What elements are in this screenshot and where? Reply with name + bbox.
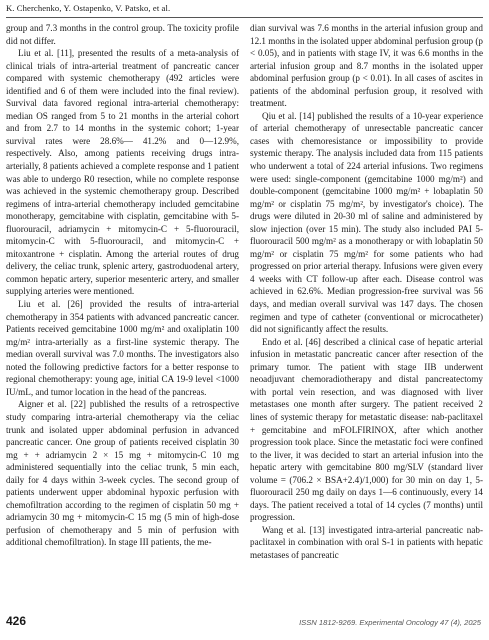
paragraph: Liu et al. [26] provided the results of intra-arterial chemotherapy in 354 patients with advanced pancreatic cancer. Patients received gemcitabine 1000 mg/m² and oxaliplatin 100 mg/m² intra-arterially as a first-line systemic therapy. The median overall survival was 7.0 months. The investigators also noted the following predictive factors for a better response to regional chemotherapy: young age, initial CA 19-9 level <1000 IU/mL, and tumor location in the head of the pancreas. xyxy=(6,299,239,397)
paragraph: Qiu et al. [14] published the results of a 10-year experience of arterial chemotherapy of unresectable pancreatic cancer cases with chemoresistance or impossibility to provide systemic therapy. The analysis included data from 115 patients who underwent a total of 224 arterial infusions. Two regimens were used: single-component (gemcitabine 1000 mg/m²) and double-component (gemcitabine 1000 mg/m² + lobaplatin 50 mg/m² or cisplatin 75 mg/m², by investigator's choice). The drugs were diluted in 20-30 ml of saline and administered by slow injection (over 15 min). The study also included PAI 5-fluorouracil 500 mg/m² as a monotherapy or with lobaplatin 50 mg/m² or cisplatin 75 mg/m² for some patients who had progressed on prior arterial therapy. Infusions were given every 4 weeks with CT follow-up after each. Disease control was achieved in 62.6%. Median progression-free survival was 56 days, and median overall survival was 147 days. The chosen regimen and type of catheter (conventional or microcatheter) did not significantly affect the results. xyxy=(250,110,483,335)
paragraph: Wang et al. [13] investigated intra-arterial pancreatic nab-paclitaxel in combination with oral S-1 in patients with hepatic metastases of pancreatic xyxy=(250,524,483,560)
left-column xyxy=(6,22,239,549)
page-number: 426 xyxy=(6,614,27,628)
journal-citation: ISSN 1812-9269. Experimental Oncology 47 (4), 2025 xyxy=(299,618,481,627)
right-column xyxy=(250,22,483,562)
paragraph: group and 7.3 months in the control group. The toxicity profile did not differ. xyxy=(6,23,239,46)
paragraph: dian survival was 7.6 months in the arterial infusion group and 12.1 months in the isolated upper abdominal perfusion group (p < 0.05), and in patients with stage IV, it was 6.6 months in the arterial infusion group and 8.7 months in the isolated upper abdominal perfusion group (p < 0.01). In all cases of ascites in patients of the abdominal perfusion group, it resolved with treatment. xyxy=(250,23,483,109)
header-divider xyxy=(6,17,483,18)
paragraph: Endo et al. [46] described a clinical case of hepatic arterial infusion in metastatic pancreatic cancer after resection of the primary tumor. The patient with stage IIB underwent neoadjuvant chemoradiotherapy and distal pancreatectomy with portal vein resection, and was diagnosed with liver metastases one month after surgery. The patient received 2 lines of systemic therapy for metastatic disease: nab-paclitaxel + gemcitabine and mFOLFIRINOX, after which another progression took place. Since the metastatic foci were confined to the liver, it was decided to start an arterial infusion into the hepatic artery with gemcitabine 800 mg/SLV (standard liver volume = (706.2 × BSA+2.4)/1,000) for 30 min on day 1, 5-fluorouracil 250 mg daily on days 1—6 continuously, every 14 days. The patient received a total of 14 cycles (7 months) until progression. xyxy=(250,336,483,523)
paragraph: Liu et al. [11], presented the results of a meta-analysis of clinical trials of intra-arterial treatment of pancreatic cancer compared with systemic chemotherapy (492 articles were identified and 6 of them were included into the final review). Survival data favored regional intra-arterial chemotherapy: median OS ranged from 5 to 21 months in the arterial cohort and from 2.7 to 14 months in the systemic cohort; 1-year survival rates were 28.6%— 41.2% and 0—12.9%, respectively. Also, among patients receiving drugs intra-arterially, 8 patients achieved a complete response and 1 patient was able to undergo R0 resection, while no complete response was achieved in the systemic chemotherapy group. Described regimens of intra-arterial chemotherapy included gemcitabine monotherapy, gemcitabine with cisplatin, gemcitabine with 5-fluorouracil, adriamycin + mitomycin-C + 5-fluorouracil, mitomycin-C with 5-fluorouracil, and mitomycin-C + mitoxantrone + cisplatin. Among the arterial routes of drug delivery, the celiac trunk, splenic artery, gastroduodenal artery, common hepatic artery, superior mesenteric artery, and smaller supplying arteries were mentioned. xyxy=(6,48,239,297)
paragraph: Aigner et al. [22] published the results of a retrospective study comparing intra-arterial chemotherapy via the celiac trunk and isolated upper abdominal perfusion in advanced pancreatic cancer. One group of patients received cisplatin 30 mg + + adriamycin 2 × 15 mg + mitomycin-C 10 mg administered sequentially into the celiac trunk, 5 min each, daily for 4 days within 3-week cycles. The second group of patients underwent upper abdominal hypoxic perfusion with chemofiltration according to the regimen of cisplatin 50 mg + adriamycin 30 mg + mitomycin-C 15 mg (5 min of high-dose perfusion of chemotherapy and 5 min of perfusion with additional chemofiltration). In stage III patients, the me- xyxy=(6,399,239,548)
running-header: K. Cherchenko, Y. Ostapenko, V. Patsko, et al. xyxy=(6,3,171,13)
